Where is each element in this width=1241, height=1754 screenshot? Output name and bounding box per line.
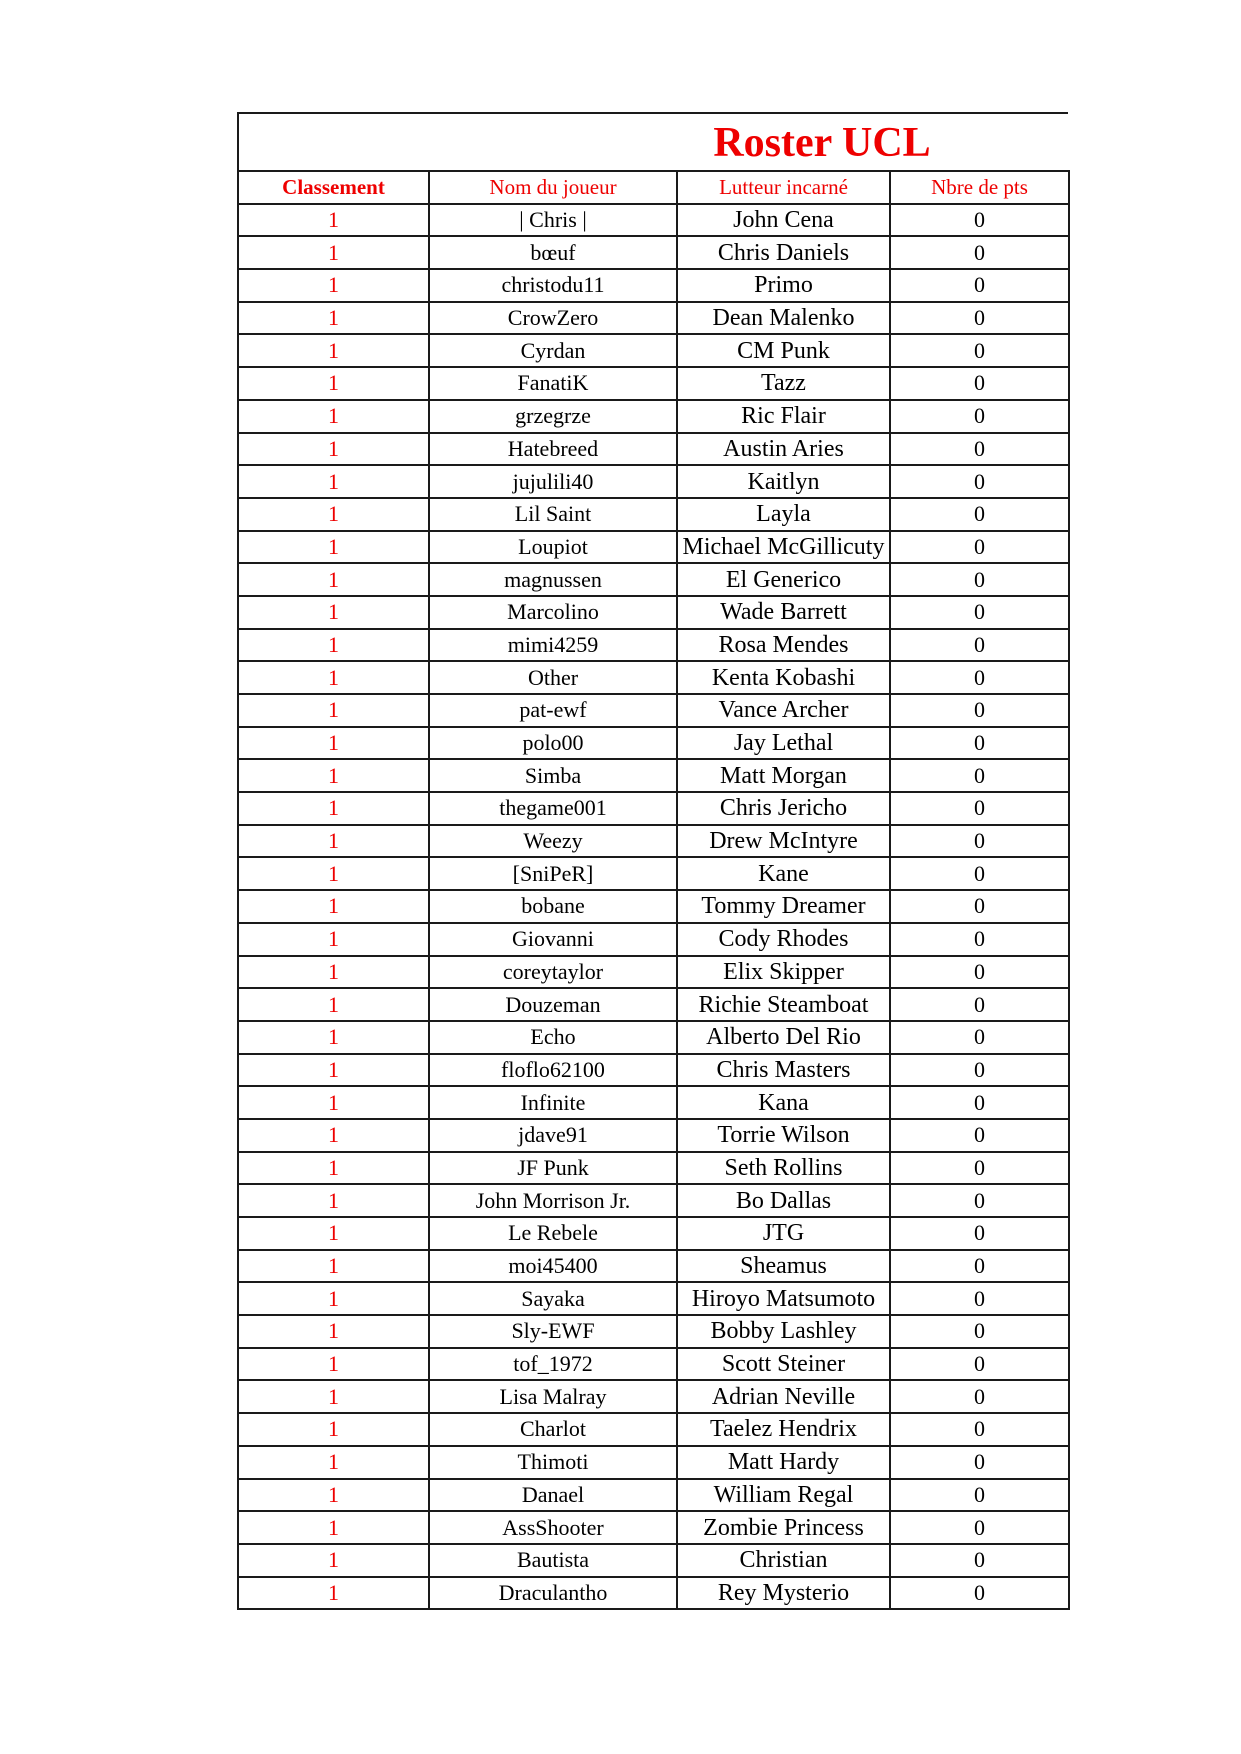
points-cell: 0 [890, 890, 1069, 923]
player-name-cell: John Morrison Jr. [429, 1184, 677, 1217]
points-cell: 0 [890, 367, 1069, 400]
table-row [238, 792, 1069, 825]
table-row [238, 596, 1069, 629]
points-cell: 0 [890, 1250, 1069, 1283]
rank-cell: 1 [238, 1217, 429, 1250]
player-name-cell: Infinite [429, 1086, 677, 1119]
points-cell: 0 [890, 1315, 1069, 1348]
rank-cell: 1 [238, 759, 429, 792]
wrestler-cell: Alberto Del Rio [677, 1021, 890, 1054]
rank-cell: 1 [238, 1054, 429, 1087]
table-row [238, 857, 1069, 890]
points-cell: 0 [890, 1413, 1069, 1446]
rank-cell: 1 [238, 1577, 429, 1610]
rank-cell: 1 [238, 1086, 429, 1119]
player-name-cell: Simba [429, 759, 677, 792]
player-name-cell: mimi4259 [429, 629, 677, 662]
wrestler-cell: Austin Aries [677, 433, 890, 466]
table-row [238, 465, 1069, 498]
table-row [238, 1184, 1069, 1217]
points-cell: 0 [890, 759, 1069, 792]
wrestler-cell: Chris Masters [677, 1054, 890, 1087]
table-row [238, 1086, 1069, 1119]
table-row [238, 1544, 1069, 1577]
wrestler-cell: Richie Steamboat [677, 988, 890, 1021]
wrestler-cell: Chris Jericho [677, 792, 890, 825]
points-cell: 0 [890, 1054, 1069, 1087]
table-row [238, 1577, 1069, 1610]
rank-cell: 1 [238, 792, 429, 825]
table-row [238, 727, 1069, 760]
points-cell: 0 [890, 236, 1069, 269]
player-name-cell: Douzeman [429, 988, 677, 1021]
table-row [238, 236, 1069, 269]
header-points: Nbre de pts [890, 171, 1069, 204]
player-name-cell: Le Rebele [429, 1217, 677, 1250]
rank-cell: 1 [238, 367, 429, 400]
table-row [238, 1413, 1069, 1446]
player-name-cell: [SniPeR] [429, 857, 677, 890]
wrestler-cell: Matt Hardy [677, 1446, 890, 1479]
rank-cell: 1 [238, 857, 429, 890]
wrestler-cell: Rey Mysterio [677, 1577, 890, 1610]
points-cell: 0 [890, 1217, 1069, 1250]
wrestler-cell: John Cena [677, 204, 890, 237]
player-name-cell: tof_1972 [429, 1348, 677, 1381]
wrestler-cell: Michael McGillicuty [677, 531, 890, 564]
points-cell: 0 [890, 923, 1069, 956]
player-name-cell: Sly-EWF [429, 1315, 677, 1348]
table-row [238, 661, 1069, 694]
points-cell: 0 [890, 1119, 1069, 1152]
wrestler-cell: Chris Daniels [677, 236, 890, 269]
points-cell: 0 [890, 1380, 1069, 1413]
wrestler-cell: Matt Morgan [677, 759, 890, 792]
points-cell: 0 [890, 1184, 1069, 1217]
rank-cell: 1 [238, 1184, 429, 1217]
table-row [238, 988, 1069, 1021]
table-row [238, 694, 1069, 727]
player-name-cell: Charlot [429, 1413, 677, 1446]
wrestler-cell: Taelez Hendrix [677, 1413, 890, 1446]
wrestler-cell: Elix Skipper [677, 956, 890, 989]
points-cell: 0 [890, 857, 1069, 890]
table-row [238, 629, 1069, 662]
wrestler-cell: Seth Rollins [677, 1152, 890, 1185]
wrestler-cell: Vance Archer [677, 694, 890, 727]
rank-cell: 1 [238, 400, 429, 433]
table-row [238, 1348, 1069, 1381]
player-name-cell: jdave91 [429, 1119, 677, 1152]
table-row [238, 498, 1069, 531]
rank-cell: 1 [238, 1511, 429, 1544]
wrestler-cell: Wade Barrett [677, 596, 890, 629]
rank-cell: 1 [238, 1250, 429, 1283]
wrestler-cell: Drew McIntyre [677, 825, 890, 858]
player-name-cell: Other [429, 661, 677, 694]
player-name-cell: pat-ewf [429, 694, 677, 727]
rank-cell: 1 [238, 334, 429, 367]
table-row [238, 923, 1069, 956]
player-name-cell: bobane [429, 890, 677, 923]
wrestler-cell: Kenta Kobashi [677, 661, 890, 694]
title-area [237, 112, 1068, 171]
points-cell: 0 [890, 1086, 1069, 1119]
player-name-cell: AssShooter [429, 1511, 677, 1544]
points-cell: 0 [890, 1544, 1069, 1577]
roster-table [237, 170, 1070, 1610]
rank-cell: 1 [238, 498, 429, 531]
rank-cell: 1 [238, 661, 429, 694]
wrestler-cell: Ric Flair [677, 400, 890, 433]
player-name-cell: jujulili40 [429, 465, 677, 498]
player-name-cell: Sayaka [429, 1282, 677, 1315]
rank-cell: 1 [238, 923, 429, 956]
table-row [238, 1119, 1069, 1152]
table-row [238, 1380, 1069, 1413]
rank-cell: 1 [238, 1152, 429, 1185]
table-row [238, 1152, 1069, 1185]
table-row [238, 433, 1069, 466]
table-row [238, 563, 1069, 596]
rank-cell: 1 [238, 1348, 429, 1381]
points-cell: 0 [890, 465, 1069, 498]
wrestler-cell: Hiroyo Matsumoto [677, 1282, 890, 1315]
rank-cell: 1 [238, 236, 429, 269]
points-cell: 0 [890, 1152, 1069, 1185]
points-cell: 0 [890, 596, 1069, 629]
points-cell: 0 [890, 661, 1069, 694]
header-rank: Classement [238, 171, 429, 204]
rank-cell: 1 [238, 825, 429, 858]
wrestler-cell: JTG [677, 1217, 890, 1250]
player-name-cell: christodu11 [429, 269, 677, 302]
points-cell: 0 [890, 1511, 1069, 1544]
table-row [238, 825, 1069, 858]
table-row [238, 1021, 1069, 1054]
rank-cell: 1 [238, 629, 429, 662]
wrestler-cell: Dean Malenko [677, 302, 890, 335]
wrestler-cell: Layla [677, 498, 890, 531]
points-cell: 0 [890, 498, 1069, 531]
player-name-cell: floflo62100 [429, 1054, 677, 1087]
rank-cell: 1 [238, 1315, 429, 1348]
points-cell: 0 [890, 531, 1069, 564]
wrestler-cell: Kaitlyn [677, 465, 890, 498]
player-name-cell: Bautista [429, 1544, 677, 1577]
table-row [238, 1250, 1069, 1283]
points-cell: 0 [890, 694, 1069, 727]
rank-cell: 1 [238, 1413, 429, 1446]
wrestler-cell: Cody Rhodes [677, 923, 890, 956]
rank-cell: 1 [238, 465, 429, 498]
wrestler-cell: CM Punk [677, 334, 890, 367]
points-cell: 0 [890, 792, 1069, 825]
wrestler-cell: Tazz [677, 367, 890, 400]
player-name-cell: Thimoti [429, 1446, 677, 1479]
rank-cell: 1 [238, 890, 429, 923]
points-cell: 0 [890, 269, 1069, 302]
wrestler-cell: Kane [677, 857, 890, 890]
points-cell: 0 [890, 988, 1069, 1021]
points-cell: 0 [890, 727, 1069, 760]
header-wrestler: Lutteur incarné [677, 171, 890, 204]
rank-cell: 1 [238, 269, 429, 302]
points-cell: 0 [890, 825, 1069, 858]
points-cell: 0 [890, 204, 1069, 237]
wrestler-cell: Bobby Lashley [677, 1315, 890, 1348]
rank-cell: 1 [238, 1479, 429, 1512]
player-name-cell: coreytaylor [429, 956, 677, 989]
wrestler-cell: Scott Steiner [677, 1348, 890, 1381]
rank-cell: 1 [238, 563, 429, 596]
rank-cell: 1 [238, 1282, 429, 1315]
rank-cell: 1 [238, 1544, 429, 1577]
points-cell: 0 [890, 1348, 1069, 1381]
wrestler-cell: Adrian Neville [677, 1380, 890, 1413]
rank-cell: 1 [238, 596, 429, 629]
points-cell: 0 [890, 400, 1069, 433]
rank-cell: 1 [238, 727, 429, 760]
table-row [238, 531, 1069, 564]
rank-cell: 1 [238, 302, 429, 335]
rank-cell: 1 [238, 433, 429, 466]
table-row [238, 1054, 1069, 1087]
points-cell: 0 [890, 1479, 1069, 1512]
points-cell: 0 [890, 563, 1069, 596]
player-name-cell: grzegrze [429, 400, 677, 433]
points-cell: 0 [890, 433, 1069, 466]
player-name-cell: moi45400 [429, 1250, 677, 1283]
player-name-cell: bœuf [429, 236, 677, 269]
player-name-cell: CrowZero [429, 302, 677, 335]
table-row [238, 1446, 1069, 1479]
points-cell: 0 [890, 334, 1069, 367]
rank-cell: 1 [238, 204, 429, 237]
table-row [238, 334, 1069, 367]
wrestler-cell: William Regal [677, 1479, 890, 1512]
wrestler-cell: Christian [677, 1544, 890, 1577]
table-row [238, 1217, 1069, 1250]
rank-cell: 1 [238, 956, 429, 989]
rank-cell: 1 [238, 1446, 429, 1479]
points-cell: 0 [890, 1021, 1069, 1054]
player-name-cell: Marcolino [429, 596, 677, 629]
points-cell: 0 [890, 302, 1069, 335]
rank-cell: 1 [238, 1380, 429, 1413]
wrestler-cell: Primo [677, 269, 890, 302]
rank-cell: 1 [238, 988, 429, 1021]
table-row [238, 890, 1069, 923]
rank-cell: 1 [238, 1021, 429, 1054]
points-cell: 0 [890, 1577, 1069, 1610]
player-name-cell: thegame001 [429, 792, 677, 825]
wrestler-cell: Bo Dallas [677, 1184, 890, 1217]
roster-body [238, 204, 1069, 1610]
wrestler-cell: Sheamus [677, 1250, 890, 1283]
wrestler-cell: Kana [677, 1086, 890, 1119]
table-row [238, 400, 1069, 433]
player-name-cell: | Chris | [429, 204, 677, 237]
wrestler-cell: Tommy Dreamer [677, 890, 890, 923]
table-row [238, 1315, 1069, 1348]
table-row [238, 956, 1069, 989]
table-row [238, 367, 1069, 400]
table-row [238, 269, 1069, 302]
player-name-cell: Hatebreed [429, 433, 677, 466]
player-name-cell: Weezy [429, 825, 677, 858]
wrestler-cell: Torrie Wilson [677, 1119, 890, 1152]
player-name-cell: Cyrdan [429, 334, 677, 367]
player-name-cell: Loupiot [429, 531, 677, 564]
table-row [238, 302, 1069, 335]
player-name-cell: Danael [429, 1479, 677, 1512]
wrestler-cell: Rosa Mendes [677, 629, 890, 662]
wrestler-cell: Jay Lethal [677, 727, 890, 760]
wrestler-cell: Zombie Princess [677, 1511, 890, 1544]
player-name-cell: FanatiK [429, 367, 677, 400]
player-name-cell: Lil Saint [429, 498, 677, 531]
points-cell: 0 [890, 956, 1069, 989]
table-row [238, 1479, 1069, 1512]
points-cell: 0 [890, 1446, 1069, 1479]
points-cell: 0 [890, 629, 1069, 662]
player-name-cell: magnussen [429, 563, 677, 596]
header-row [238, 171, 1069, 204]
table-row [238, 1511, 1069, 1544]
player-name-cell: polo00 [429, 727, 677, 760]
player-name-cell: Draculantho [429, 1577, 677, 1610]
player-name-cell: Lisa Malray [429, 1380, 677, 1413]
player-name-cell: Echo [429, 1021, 677, 1054]
table-row [238, 759, 1069, 792]
page-title: Roster UCL [713, 120, 931, 166]
header-player: Nom du joueur [429, 171, 677, 204]
table-row [238, 204, 1069, 237]
rank-cell: 1 [238, 531, 429, 564]
points-cell: 0 [890, 1282, 1069, 1315]
wrestler-cell: El Generico [677, 563, 890, 596]
rank-cell: 1 [238, 694, 429, 727]
player-name-cell: Giovanni [429, 923, 677, 956]
table-row [238, 1282, 1069, 1315]
rank-cell: 1 [238, 1119, 429, 1152]
player-name-cell: JF Punk [429, 1152, 677, 1185]
